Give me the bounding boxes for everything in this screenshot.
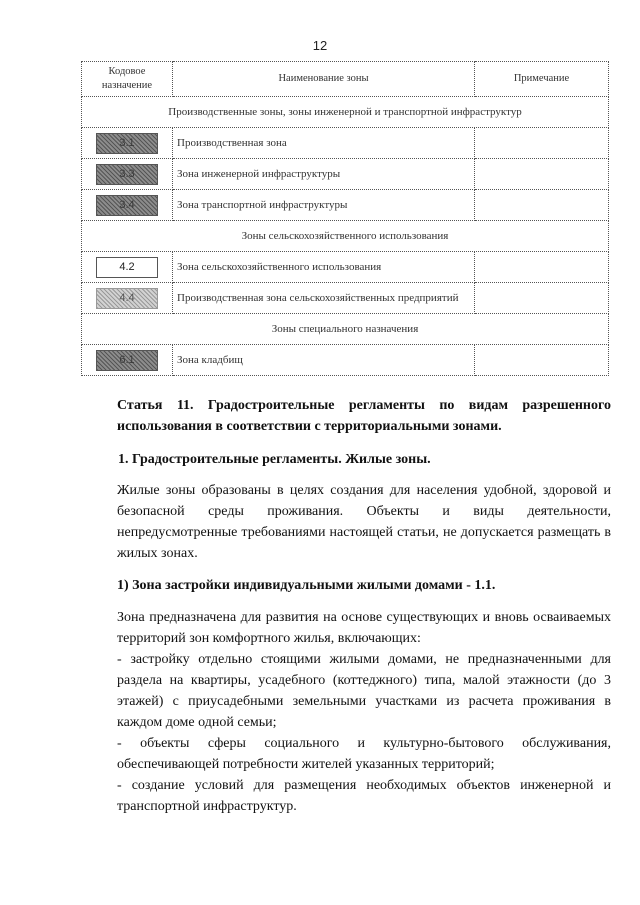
zones-table [81, 61, 609, 376]
zone-code-swatch: 4.2 [96, 257, 158, 278]
section-title: Производственные зоны, зоны инженерной и транспортной инфраструктур [82, 97, 609, 128]
zone-name-cell: Зона кладбищ [173, 345, 475, 376]
zone-note-cell [475, 252, 609, 283]
zone-heading: 1) Зона застройки индивидуальными жилыми домами - 1.1. [117, 578, 496, 593]
table-row [82, 252, 609, 283]
table-section-row [82, 221, 609, 252]
table-row [82, 345, 609, 376]
zone-name-cell: Зона сельскохозяйственного использования [173, 252, 475, 283]
zone-name-cell: Зона инженерной инфраструктуры [173, 159, 475, 190]
zone-paragraph: Зона предназначена для развития на основе существующих и вновь осваиваемых территорий зон комфортного жилья, включающих: [117, 610, 611, 646]
zone-note-cell [475, 128, 609, 159]
zone-code-cell [82, 252, 173, 283]
table-row [82, 283, 609, 314]
section-title: Зоны сельскохозяйственного использования [82, 221, 609, 252]
section-heading: 1. Градостроительные регламенты. Жилые зоны. [118, 452, 431, 467]
zone-code-swatch: 3.1 [96, 133, 158, 154]
zones-table-body [82, 97, 609, 376]
zone-name-cell: Зона транспортной инфраструктуры [173, 190, 475, 221]
zone-code-cell [82, 128, 173, 159]
zone-list-item: - объекты сферы социального и культурно-бытового обслуживания, обеспечивающей потребности жителей указанных территорий; [117, 736, 611, 772]
table-header-row [82, 62, 609, 97]
zone-description [117, 607, 611, 817]
residential-paragraph [117, 480, 611, 564]
table-row [82, 159, 609, 190]
header-note: Примечание [475, 62, 609, 97]
zone-code-cell [82, 283, 173, 314]
zone-code-swatch: 4.4 [96, 288, 158, 309]
zone-code-cell [82, 159, 173, 190]
zone-code-swatch: 3.3 [96, 164, 158, 185]
residential-paragraph-text: Жилые зоны образованы в целях создания для населения удобной, здоровой и безопасной среды проживания. Объекты и виды деятельности, непредусмотренные требованиями настоящей статьи, не допускается размещать в жилых зонах. [117, 483, 611, 561]
zone-list-item: - создание условий для размещения необходимых объектов инженерной и транспортной инфраструктур. [117, 778, 611, 814]
page-number: 12 [312, 38, 328, 53]
table-section-row [82, 97, 609, 128]
zone-note-cell [475, 345, 609, 376]
table-section-row [82, 314, 609, 345]
table-row [82, 190, 609, 221]
table-row [82, 128, 609, 159]
zone-code-cell [82, 345, 173, 376]
zone-name-cell: Производственная зона сельскохозяйственных предприятий [173, 283, 475, 314]
zone-note-cell [475, 159, 609, 190]
header-zone-name: Наименование зоны [173, 62, 475, 97]
zone-list-item: - застройку отдельно стоящими жилыми домами, не предназначенными для раздела на квартиры, усадебного (коттеджного) типа, малой этажности (до 3 этажей) с приусадебными земельными участками из расчета проживания в каждом доме одной семьи; [117, 652, 611, 730]
zone-code-swatch: 3.4 [96, 195, 158, 216]
header-code: Кодовое назначение [82, 62, 173, 97]
zone-note-cell [475, 283, 609, 314]
zone-code-cell [82, 190, 173, 221]
article-heading: Статья 11. Градостроительные регламенты по видам разрешенного использования в соответствии с территориальными зонами. [117, 398, 611, 434]
zone-note-cell [475, 190, 609, 221]
section-title: Зоны специального назначения [82, 314, 609, 345]
zone-code-swatch: 6.1 [96, 350, 158, 371]
zone-name-cell: Производственная зона [173, 128, 475, 159]
